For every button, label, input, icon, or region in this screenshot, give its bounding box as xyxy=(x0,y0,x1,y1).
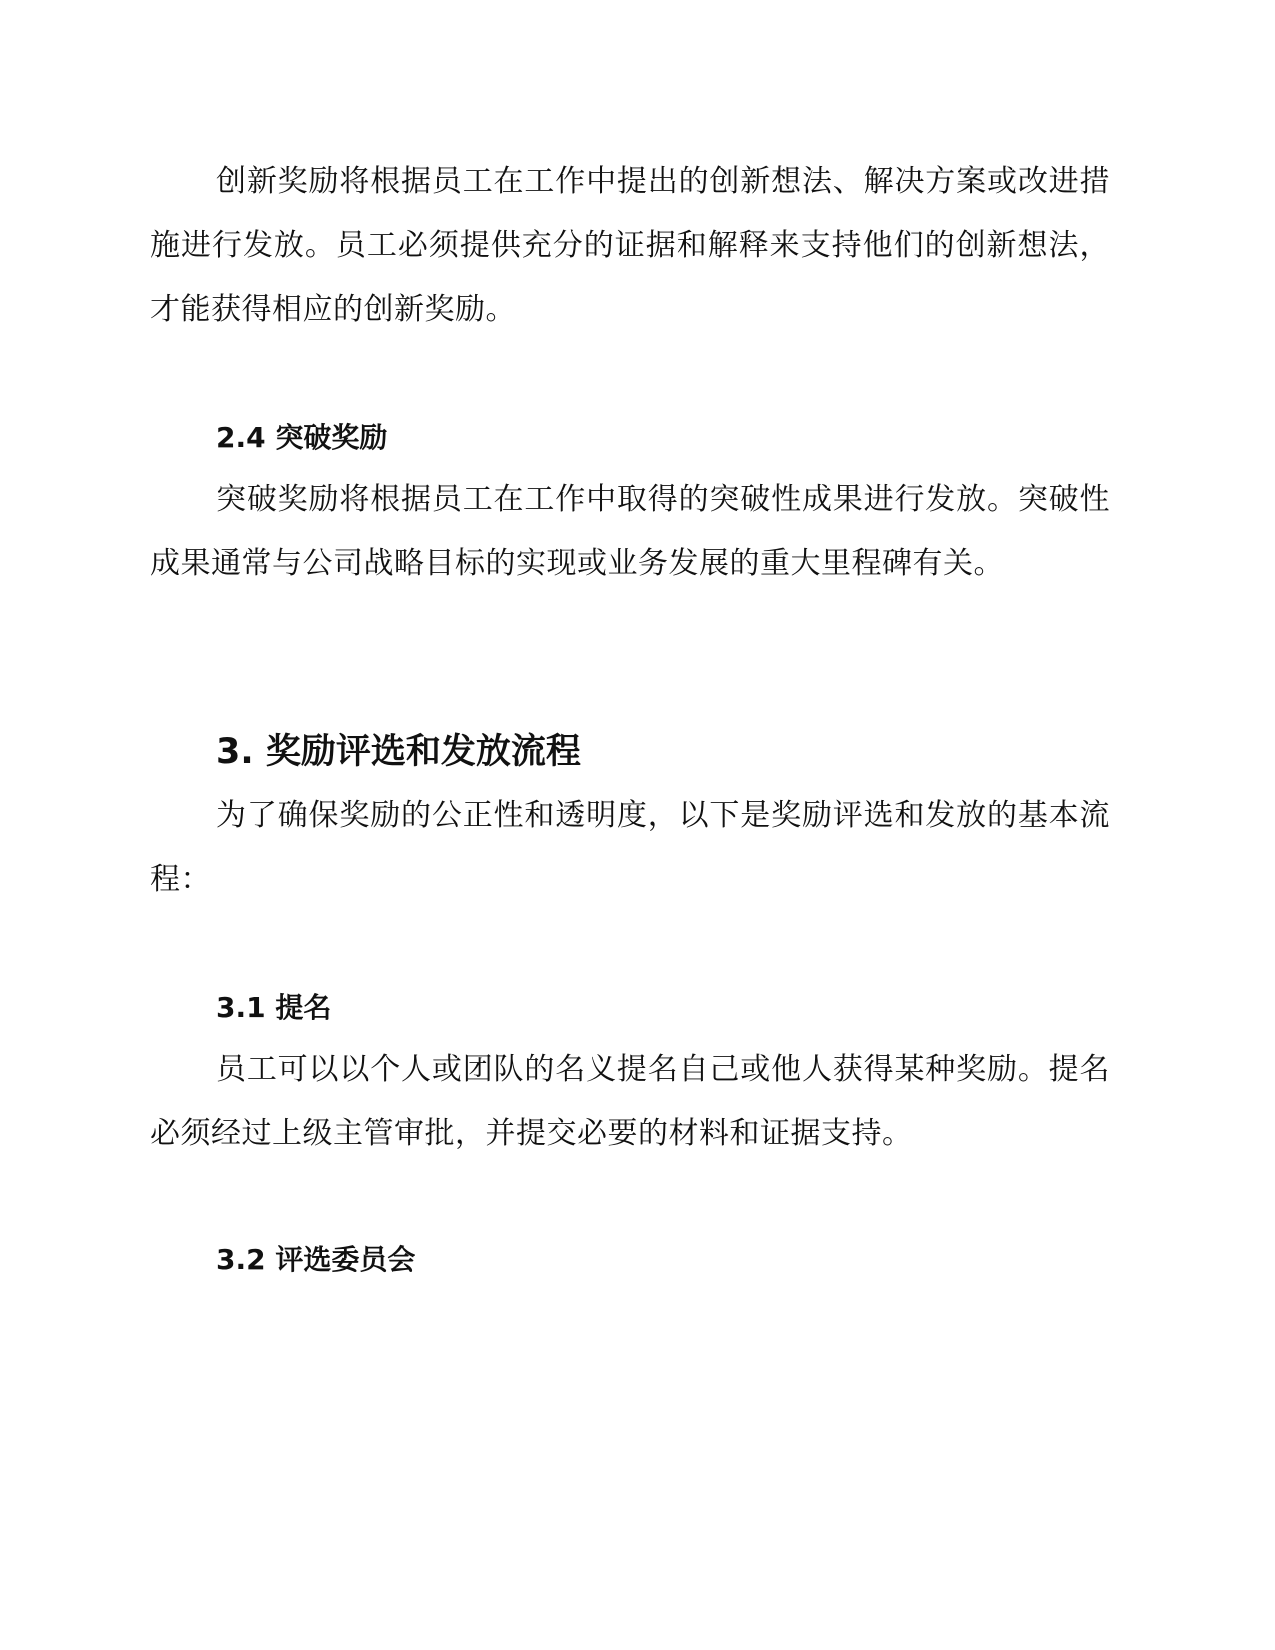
heading-3-2-selection-committee: 3.2 评选委员会 xyxy=(216,1243,416,1276)
paragraph-nomination: 员工可以以个人或团队的名义提名自己或他人获得某种奖励。提名必须经过上级主管审批，并提交必要的材料和证据支持。 xyxy=(150,1052,1110,1151)
heading-2-4-breakthrough-reward: 2.4 突破奖励 xyxy=(216,421,388,454)
paragraph-process-intro: 为了确保奖励的公正性和透明度，以下是奖励评选和发放的基本流程： xyxy=(150,798,1110,897)
paragraph-breakthrough-reward: 突破奖励将根据员工在工作中取得的突破性成果进行发放。突破性成果通常与公司战略目标的实现或业务发展的重大里程碑有关。 xyxy=(150,482,1110,581)
heading-3-1-nomination: 3.1 提名 xyxy=(216,991,332,1024)
heading-3-reward-process: 3. 奖励评选和发放流程 xyxy=(216,732,581,772)
paragraph-innovation-reward: 创新奖励将根据员工在工作中提出的创新想法、解决方案或改进措施进行发放。员工必须提供充分的证据和解释来支持他们的创新想法，才能获得相应的创新奖励。 xyxy=(150,164,1110,327)
